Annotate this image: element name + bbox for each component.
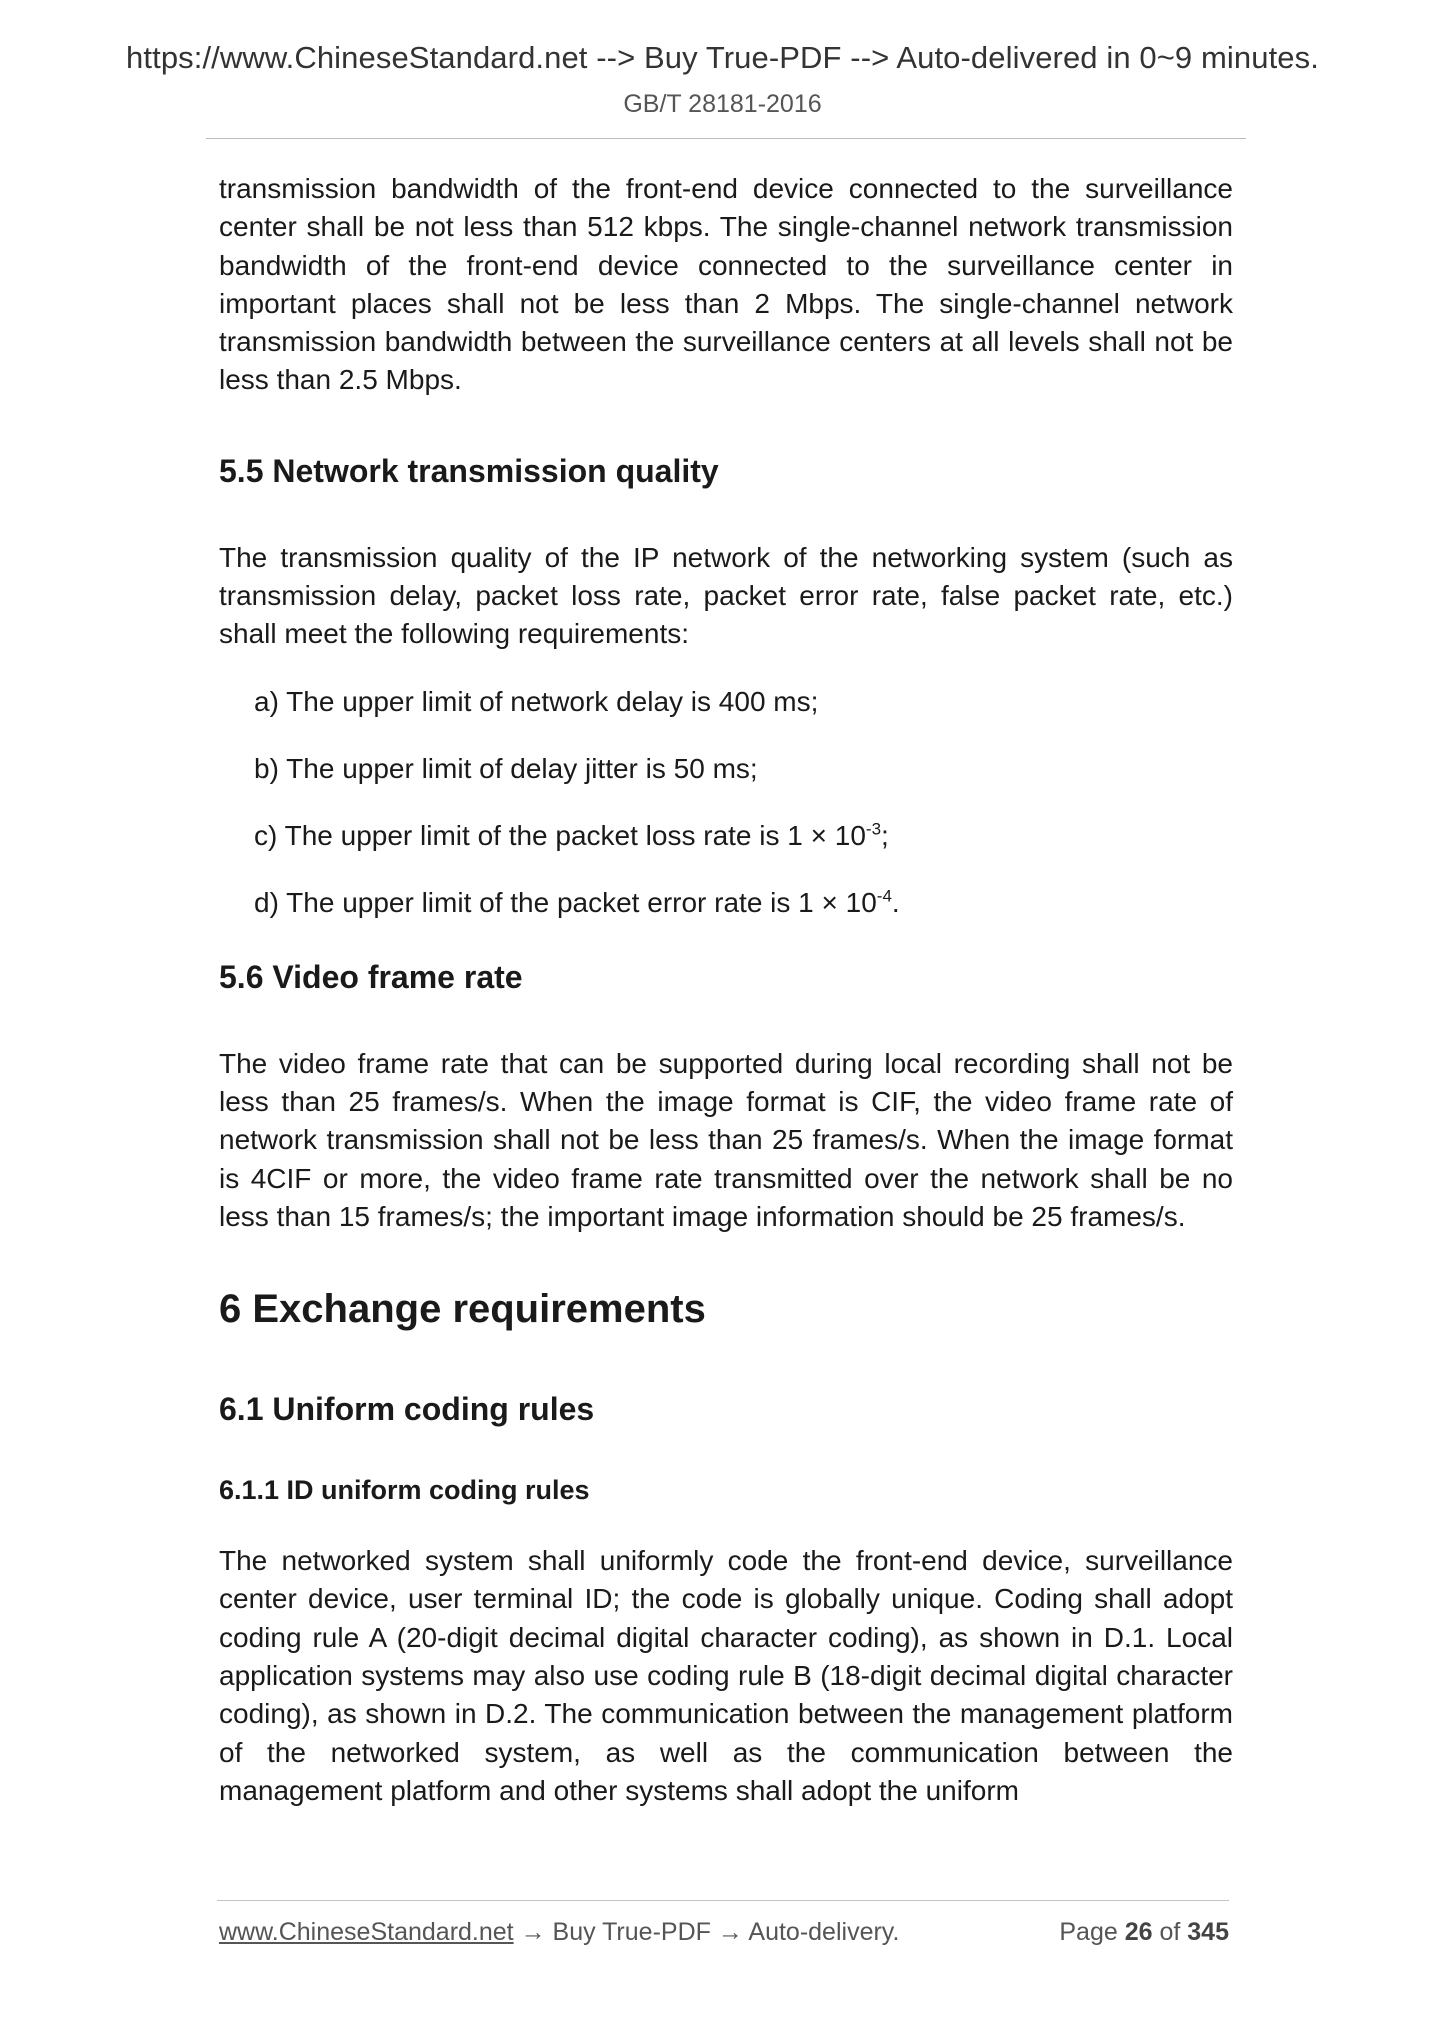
section-5-5-paragraph: The transmission quality of the IP network of the networking system (such as transmission delay, packet loss rate, packet error rate, false packet rate, etc.) shall meet the following requirements:: [219, 541, 1233, 650]
page-number: 26: [1124, 1918, 1153, 1946]
page-counter: [1059, 1918, 1229, 1947]
item-text: b) The upper limit of delay jitter is 50 ms;: [254, 752, 758, 784]
of-label: of: [1159, 1918, 1181, 1946]
item-text: c) The upper limit of the packet loss rate is 1 × 10: [254, 819, 866, 851]
item-text: d) The upper limit of the packet error rate is 1 × 10: [254, 886, 877, 918]
section-6-1-1-paragraph: The networked system shall uniformly code the front-end device, surveillance center device, user terminal ID; the code is globally unique. Coding shall adopt coding rule A (20-digit decimal digital character coding), as shown in D.1. Local application systems may also use coding rule B (18-digit decimal digital character coding), as shown in D.2. The communication between the management platform of the networked system, as well as the communication between the management platform and other systems shall adopt the uniform: [219, 1545, 1233, 1806]
item-text: a) The upper limit of network delay is 400 ms;: [254, 685, 819, 717]
intro-paragraph: transmission bandwidth of the front-end device connected to the surveillance center shall be not less than 512 kbps. The single-channel network transmission bandwidth of the front-end device connected to the surveillance center in important places shall not be less than 2 Mbps. The single-channel network transmission bandwidth between the surveillance centers at all levels shall not be less than 2.5 Mbps.: [219, 173, 1233, 396]
section-5-6-heading: 5.6 Video frame rate: [219, 958, 523, 995]
section-6-1-heading: 6.1 Uniform coding rules: [219, 1391, 595, 1428]
footer-site-link[interactable]: www.ChineseStandard.net: [219, 1918, 514, 1946]
total-pages: 345: [1187, 1918, 1229, 1946]
item-end: ;: [881, 819, 889, 851]
section-5-6-paragraph: The video frame rate that can be supported during local recording shall not be less than 25 frames/s. When the image format is CIF, the video frame rate of network transmission shall not be less than 25 frames/s. When the image format is 4CIF or more, the video frame rate transmitted over the network shall be no less than 15 frames/s; the important image information should be 25 frames/s.: [219, 1047, 1233, 1232]
page-label: Page: [1059, 1918, 1118, 1946]
requirements-list: [219, 683, 1233, 922]
list-item: [254, 884, 1233, 922]
list-item: [254, 817, 1233, 855]
exponent: -3: [865, 819, 882, 839]
list-item: [254, 683, 1233, 721]
footer-delivery-text: → Buy True-PDF → Auto-delivery.: [513, 1918, 900, 1946]
section-5-5-heading: 5.5 Network transmission quality: [219, 452, 719, 489]
document-code: GB/T 28181-2016: [623, 90, 822, 118]
item-end: .: [891, 886, 900, 918]
page-footer: [219, 1918, 1229, 1947]
footer-divider: [217, 1900, 1229, 1901]
section-6-1-1-heading: 6.1.1 ID uniform coding rules: [219, 1475, 590, 1506]
list-item: [254, 750, 1233, 788]
exponent: -4: [876, 886, 892, 906]
header-divider: [206, 138, 1246, 139]
chapter-6-heading: 6 Exchange requirements: [219, 1287, 706, 1332]
source-banner: https://www.ChineseStandard.net --> Buy True-PDF --> Auto-delivered in 0~9 minutes.: [126, 40, 1319, 75]
page-body: [219, 170, 1233, 1810]
